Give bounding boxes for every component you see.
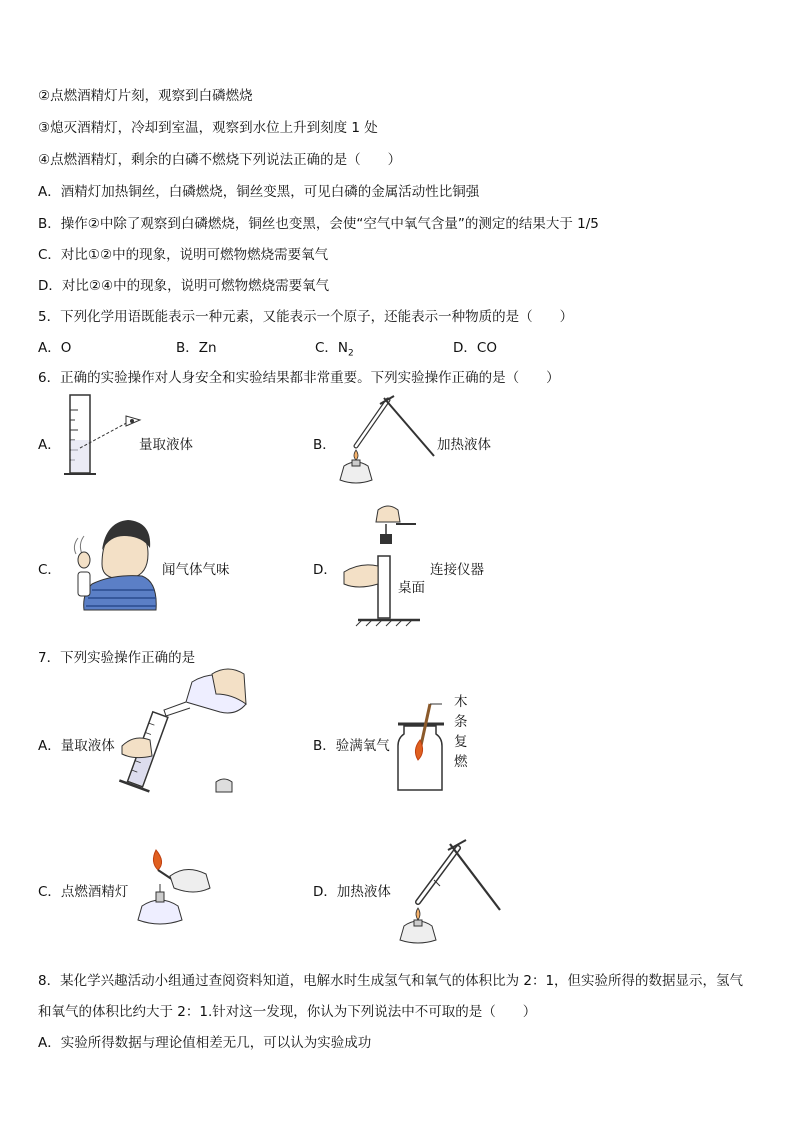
- q5-option-d: D．CO: [453, 340, 497, 356]
- q6-option-c-letter: C．: [38, 562, 61, 578]
- q4-option-d: D．对比②④中的现象，说明可燃物燃烧需要氧气: [38, 278, 330, 294]
- q6-d-connecting-apparatus-figure: [340, 500, 430, 628]
- q6-a-graduated-cylinder-figure: [60, 390, 150, 480]
- q7-option-a: A．量取液体: [38, 738, 115, 754]
- q5-option-b: B．Zn: [176, 340, 217, 356]
- q6-option-b-letter: B．: [313, 437, 336, 453]
- q4-step4: ④点燃酒精灯，剩余的白磷不燃烧下列说法正确的是（ ）: [38, 152, 402, 168]
- q7-b-note-char: 条: [454, 714, 468, 730]
- q6-stem: 6．正确的实验操作对人身安全和实验结果都非常重要。下列实验操作正确的是（ ）: [38, 370, 560, 386]
- q7-a-pouring-liquid-figure: [116, 664, 256, 804]
- q7-option-c: C．点燃酒精灯: [38, 884, 129, 900]
- q5-option-c-text: C．N: [315, 340, 349, 356]
- q8-option-a: A．实验所得数据与理论值相差无几，可以认为实验成功: [38, 1035, 372, 1051]
- q6-option-d-desk-label: 桌面: [398, 580, 425, 596]
- q4-step2: ②点燃酒精灯片刻，观察到白磷燃烧: [38, 88, 253, 104]
- q7-c-lighting-alcohol-lamp-figure: [136, 848, 216, 926]
- q6-option-d-letter: D．: [313, 562, 337, 578]
- q7-b-note: [454, 692, 470, 772]
- q7-stem: 7．下列实验操作正确的是: [38, 650, 196, 666]
- q6-option-a-letter: A．: [38, 437, 61, 453]
- q4-option-c: C．对比①②中的现象，说明可燃物燃烧需要氧气: [38, 247, 329, 263]
- q5-option-c: [315, 336, 354, 359]
- q7-option-b: B．验满氧气: [313, 738, 390, 754]
- q6-option-d-label: 连接仪器: [430, 562, 484, 578]
- q6-option-a-label: 量取液体: [139, 437, 193, 453]
- q7-b-note-char: 木: [454, 694, 468, 710]
- q4-step3: ③熄灭酒精灯，冷却到室温，观察到水位上升到刻度 1 处: [38, 120, 378, 136]
- q6-b-heating-liquid-figure: [338, 394, 438, 490]
- q8-stem-line1: 8．某化学兴趣活动小组通过查阅资料知道，电解水时生成氢气和氧气的体积比为 2：1，但实验所得的数据显示，氢气: [38, 973, 744, 989]
- q7-d-heating-liquid-figure: [394, 836, 506, 948]
- q7-b-gas-bottle-figure: [396, 700, 452, 796]
- q6-option-b-label: 加热液体: [437, 437, 491, 453]
- q6-option-c-label: 闻气体气味: [162, 562, 230, 578]
- q7-option-d: D．加热液体: [313, 884, 391, 900]
- q8-stem-line2: 和氧气的体积比约大于 2：1.针对这一发现，你认为下列说法中不可取的是（ ）: [38, 1004, 537, 1020]
- q4-option-a: A．酒精灯加热铜丝，白磷燃烧，铜丝变黑，可见白磷的金属活动性比铜强: [38, 184, 480, 200]
- q4-option-b: B．操作②中除了观察到白磷燃烧，铜丝也变黑，会使“空气中氧气含量”的测定的结果大于 1/5: [38, 216, 599, 232]
- q7-b-note-char: 燃: [454, 754, 468, 770]
- q5-option-c-subscript: 2: [348, 348, 354, 359]
- q7-b-note-char: 复: [454, 734, 468, 750]
- q5-option-a: A．O: [38, 340, 72, 356]
- q5-stem: 5．下列化学用语既能表示一种元素，又能表示一个原子，还能表示一种物质的是（ ）: [38, 309, 574, 325]
- q6-c-smelling-gas-figure: [62, 514, 162, 610]
